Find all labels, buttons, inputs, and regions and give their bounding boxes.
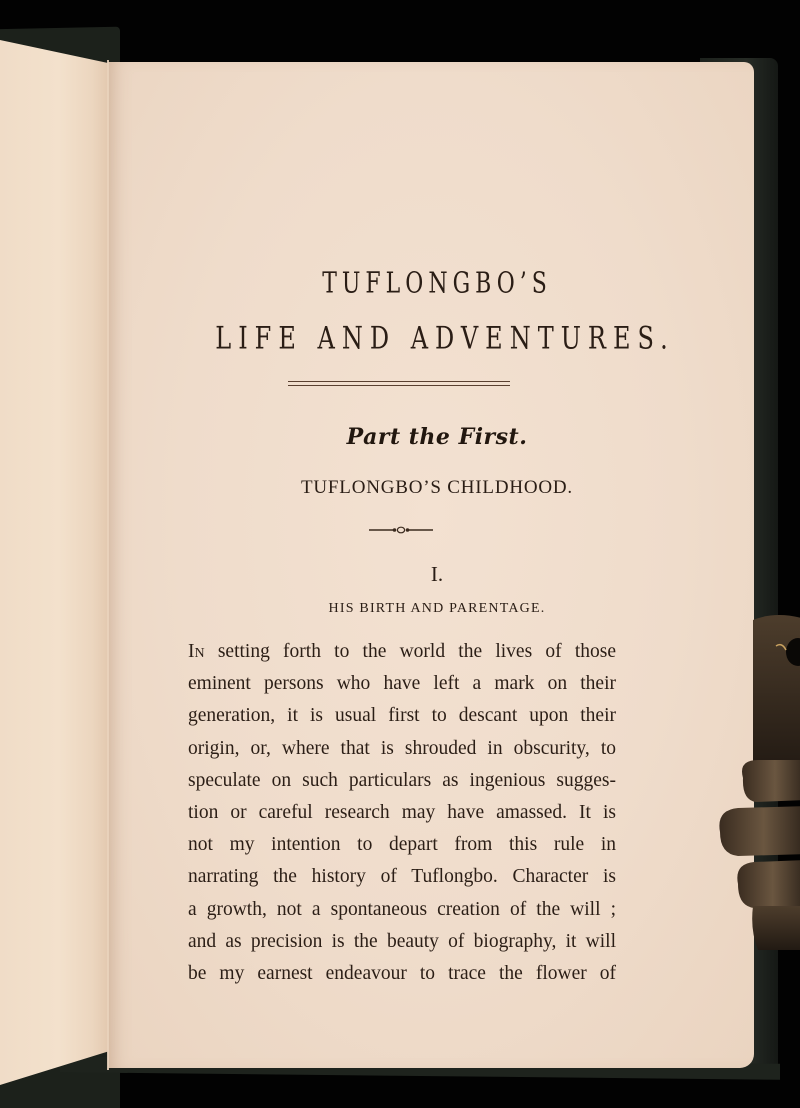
book-title-line-1: TUFLONGBO’S <box>322 268 552 301</box>
ornament-divider-icon <box>369 525 433 535</box>
metal-page-clip-icon <box>698 610 800 950</box>
double-rule-divider <box>288 381 510 386</box>
body-line: not my intention to depart from this rule in <box>188 834 616 856</box>
part-title: TUFLONGBO’S CHILDHOOD. <box>301 477 573 498</box>
chapter-number: I. <box>430 562 444 586</box>
body-text <box>188 636 616 990</box>
body-line: origin, or, where that is shrouded in obscurity, to <box>188 737 616 759</box>
body-line: and as precision is the beauty of biography, it will <box>188 930 616 952</box>
drop-word: In <box>188 641 205 662</box>
part-heading-blackletter: Part the First. <box>346 424 528 450</box>
body-line: be my earnest endeavour to trace the flower of <box>188 962 616 984</box>
body-line: speculate on such particulars as ingenious sugges- <box>188 769 616 791</box>
body-line: In setting forth to the world the lives of those <box>188 641 616 662</box>
chapter-title: HIS BIRTH AND PARENTAGE. <box>328 601 546 616</box>
left-page <box>0 40 108 1085</box>
body-line: eminent persons who have left a mark on their <box>188 673 616 695</box>
book-title-line-2: LIFE AND ADVENTURES. <box>215 320 675 357</box>
body-line: narrating the history of Tuflongbo. Character is <box>188 866 616 888</box>
body-line: generation, it is usual first to descant upon their <box>188 705 616 727</box>
body-line: a growth, not a spontaneous creation of the will ; <box>188 898 616 920</box>
body-line: tion or careful research may have amassed. It is <box>188 801 616 823</box>
